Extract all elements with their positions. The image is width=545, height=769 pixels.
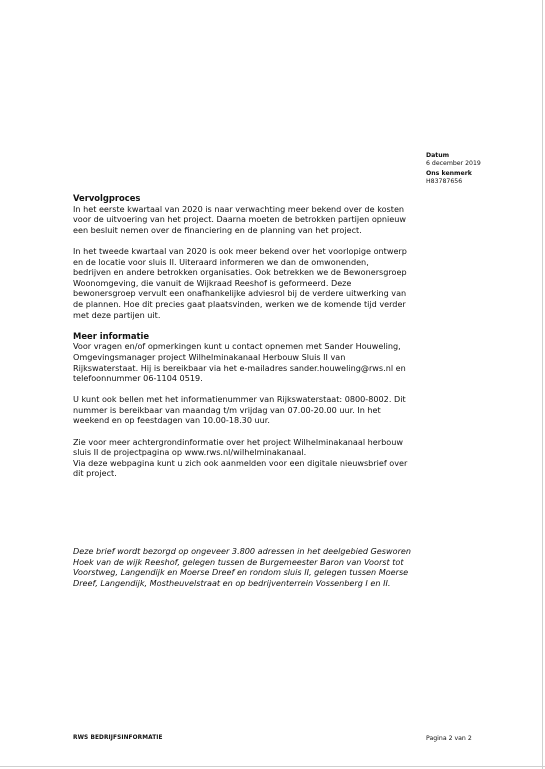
paragraph-meer-informatie-2 [73,394,483,426]
text-line: voor de uitvoering van het project. Daarna moeten de betrokken partijen opnieuw [73,214,407,225]
text-line: Omgevingsmanager project Wilhelminakanaal Herbouw Sluis II van [73,351,346,362]
text-line: In het eerste kwartaal van 2020 is naar verwachting meer bekend over de kosten [73,203,405,214]
text-line: bewonersgroep vervult een onafhankelijke adviesrol bij de verdere uitwerking van [73,288,407,299]
text-line: Deze brief wordt bezorgd op ongeveer 3.800 adressen in het deelgebied Gesworen [73,546,412,556]
text-line: met deze partijen uit. [73,309,161,320]
footer-page-number: Pagina 2 van 2 [426,735,472,742]
datum-label: Datum [426,152,450,159]
text-line: nummer is bereikbaar van maandag t/m vrijdag van 07.00-20.00 uur. In het [73,404,381,415]
text-line: de plannen. Hoe dit precies gaat plaatsvinden, werken we de komende tijd verder [73,298,406,309]
text-line: Zie voor meer achtergrondinformatie over het project Wilhelminakanaal herbouw [73,436,403,447]
paragraph-vervolgproces-2 [73,246,483,320]
kenmerk-value: H83787656 [426,178,463,185]
datum-value: 6 december 2019 [426,160,481,167]
section-heading-vervolgproces: Vervolgproces [73,193,141,203]
text-line: weekend en op feestdagen van 10.00-18.30 uur. [73,415,270,426]
text-line: een besluit nemen over de financiering en de planning van het project. [73,224,362,235]
letter-body [73,193,483,479]
page-edge-bottom [0,766,545,767]
page-edge-right [542,0,543,769]
text-line: In het tweede kwartaal van 2020 is ook meer bekend over het voorlopige ontwerp [73,245,407,256]
text-line: Via deze webpagina kunt u zich ook aanmelden voor een digitale nieuwsbrief over [73,457,408,468]
distribution-note [73,546,483,588]
text-line: dit project. [73,468,117,479]
text-line: en de locatie voor sluis II. Uiteraard informeren we dan de omwonenden, [73,256,369,267]
text-line: Voorstweg, Langendijk en Moerse Dreef en rondom sluis II, gelegen tussen Moerse [73,567,409,578]
text-line: sluis II de projectpagina op www.rws.nl/wilhelminakanaal. [73,447,307,458]
text-line: U kunt ook bellen met het informatienummer van Rijkswaterstaat: 0800-8002. Dit [73,394,406,405]
text-line: Hoek van de wijk Reeshof, gelegen tussen de Burgemeester Baron van Voorst tot [73,556,404,567]
paragraph-meer-informatie-3 [73,437,483,479]
text-line: Rijkswaterstaat. Hij is bereikbaar via het e-mailadres sander.houweling@rws.nl en [73,362,406,373]
footer-classification: RWS BEDRIJFSINFORMATIE [73,735,163,741]
letter-metadata [426,152,536,188]
section-heading-meer-informatie: Meer informatie [73,330,150,341]
text-line: bedrijven en andere betrokken organisaties. Ook betrekken we de Bewonersgroep [73,267,407,278]
text-line: Woonomgeving, die vanuit de Wijkraad Reeshof is geformeerd. Deze [73,277,352,288]
text-line: Dreef, Langendijk, Mostheuvelstraat en op bedrijventerrein Vossenberg I en II. [73,577,391,588]
paragraph-vervolgproces-1 [73,204,483,236]
text-line: telefoonnummer 06-1104 0519. [73,373,203,384]
text-line: Voor vragen en/of opmerkingen kunt u contact opnemen met Sander Houweling, [73,341,401,352]
paragraph-meer-informatie-1 [73,341,483,383]
kenmerk-label: Ons kenmerk [426,170,472,177]
